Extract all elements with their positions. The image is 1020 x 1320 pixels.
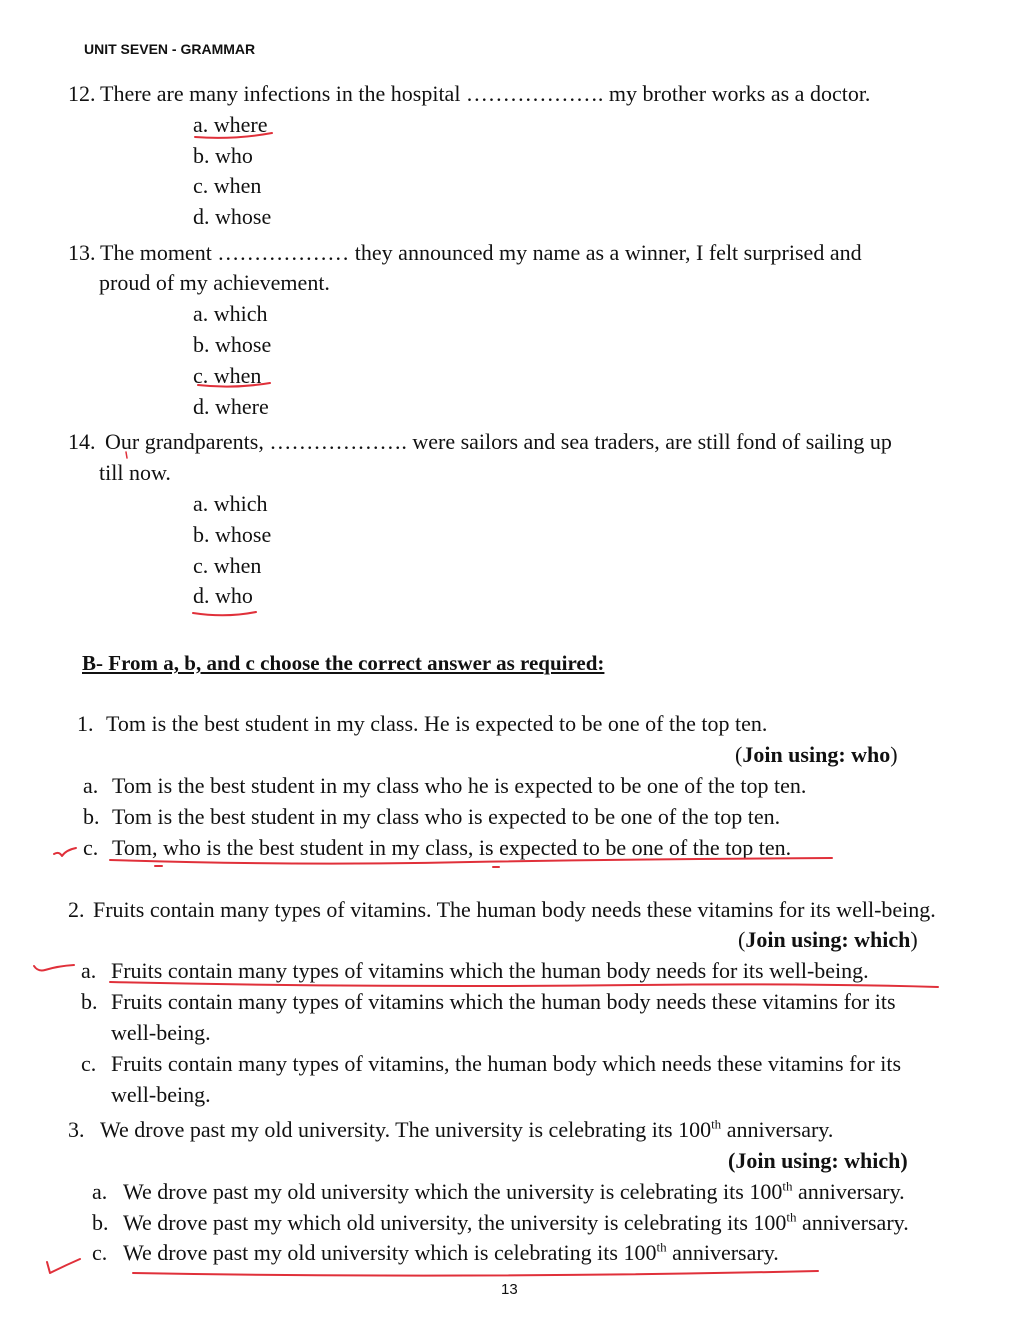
- question-14-option-c: c. when: [193, 553, 262, 578]
- item-3-option-a-letter: a.: [92, 1179, 108, 1204]
- item-2-instruction-open: (: [738, 927, 746, 952]
- checkmark-item-1: [54, 848, 76, 856]
- item-3-option-b-letter: b.: [92, 1210, 109, 1235]
- item-2-option-b-text-line1: Fruits contain many types of vitamins which the human body needs these vitamins for its: [111, 989, 896, 1014]
- item-2-instruction-text: Join using: which: [745, 927, 911, 952]
- question-12-option-c: c. when: [193, 173, 262, 198]
- item-1-instruction: [735, 742, 898, 768]
- question-13-option-b: b. whose: [193, 332, 272, 357]
- item-1-instruction-close: ): [890, 742, 898, 767]
- item-1-option-c-letter: c.: [83, 835, 99, 860]
- item-1-option-b-text: Tom is the best student in my class who is expected to be one of the top ten.: [112, 804, 781, 829]
- checkmark-item-2: [34, 965, 74, 971]
- item-2-option-a-text: Fruits contain many types of vitamins which the human body needs for its well-being.: [111, 958, 869, 983]
- question-13-text-line2: proud of my achievement.: [99, 270, 330, 295]
- item-3-number: 3.: [68, 1117, 85, 1142]
- underline-14d: [193, 612, 256, 615]
- item-3-option-c-letter: c.: [92, 1240, 108, 1265]
- item-2-instruction-close: ): [910, 927, 918, 952]
- item-1-sentence: Tom is the best student in my class. He is expected to be one of the top ten.: [106, 711, 768, 736]
- question-14-number: 14.: [68, 429, 96, 454]
- item-3-option-c-text: We drove past my old university which is celebrating its 100th anniversary.: [123, 1239, 779, 1265]
- item-3-sentence: We drove past my old university. The university is celebrating its 100th anniversary.: [100, 1116, 834, 1142]
- question-14-text-line2: till now.: [99, 460, 171, 485]
- underline-item-3c: [133, 1271, 818, 1276]
- item-2-option-c-text-line1: Fruits contain many types of vitamins, the human body which needs these vitamins for its: [111, 1051, 902, 1076]
- item-1-instruction-open: (: [735, 742, 743, 767]
- question-12-option-d: d. whose: [193, 204, 272, 229]
- item-1-number: 1.: [77, 711, 94, 736]
- item-2-number: 2.: [68, 897, 85, 922]
- checkmark-item-3: [47, 1259, 80, 1273]
- page-number: 13: [501, 1281, 518, 1298]
- item-3-instruction: (Join using: which): [728, 1148, 908, 1173]
- item-1-option-b-letter: b.: [83, 804, 100, 829]
- item-1-option-c-text: Tom, who is the best student in my class, is expected to be one of the top ten.: [112, 835, 792, 860]
- question-14-option-b: b. whose: [193, 522, 272, 547]
- question-14-option-d: d. who: [193, 583, 253, 608]
- item-3-option-a-text: We drove past my old university which the university is celebrating its 100th anniversary.: [123, 1178, 905, 1204]
- question-12-option-a: a. where: [193, 112, 268, 137]
- item-1-option-a-text: Tom is the best student in my class who he is expected to be one of the top ten.: [112, 773, 807, 798]
- item-2-option-b-text-line2: well-being.: [111, 1020, 211, 1045]
- question-13-option-a: a. which: [193, 301, 268, 326]
- item-2-instruction: [738, 927, 918, 953]
- question-13-text-line1: The moment ……………… they announced my name as a winner, I felt surprised and: [100, 240, 862, 265]
- unit-header: UNIT SEVEN - GRAMMAR: [84, 41, 256, 57]
- item-2-option-c-text-line2: well-being.: [111, 1082, 211, 1107]
- item-2-option-b-letter: b.: [81, 989, 98, 1014]
- question-14-option-a: a. which: [193, 491, 268, 516]
- section-b-title: B- From a, b, and c choose the correct answer as required:: [82, 651, 605, 675]
- item-2-option-c-letter: c.: [81, 1051, 97, 1076]
- question-12-option-b: b. who: [193, 143, 253, 168]
- question-13-option-d: d. where: [193, 394, 269, 419]
- item-1-option-a-letter: a.: [83, 773, 99, 798]
- item-2-sentence: Fruits contain many types of vitamins. The human body needs these vitamins for its well-being.: [93, 897, 936, 922]
- question-12-number: 12.: [68, 81, 96, 106]
- question-14-text-line1: Our grandparents, ………………. were sailors and sea traders, are still fond of sailing up: [105, 429, 892, 454]
- item-3-option-b-text: We drove past my which old university, the university is celebrating its 100th anniversary.: [123, 1209, 909, 1235]
- item-1-instruction-text: Join using: who: [742, 742, 891, 767]
- item-2-option-a-letter: a.: [81, 958, 97, 983]
- question-13-option-c: c. when: [193, 363, 262, 388]
- question-13-number: 13.: [68, 240, 96, 265]
- question-12-text: There are many infections in the hospital ………………. my brother works as a doctor.: [100, 81, 871, 106]
